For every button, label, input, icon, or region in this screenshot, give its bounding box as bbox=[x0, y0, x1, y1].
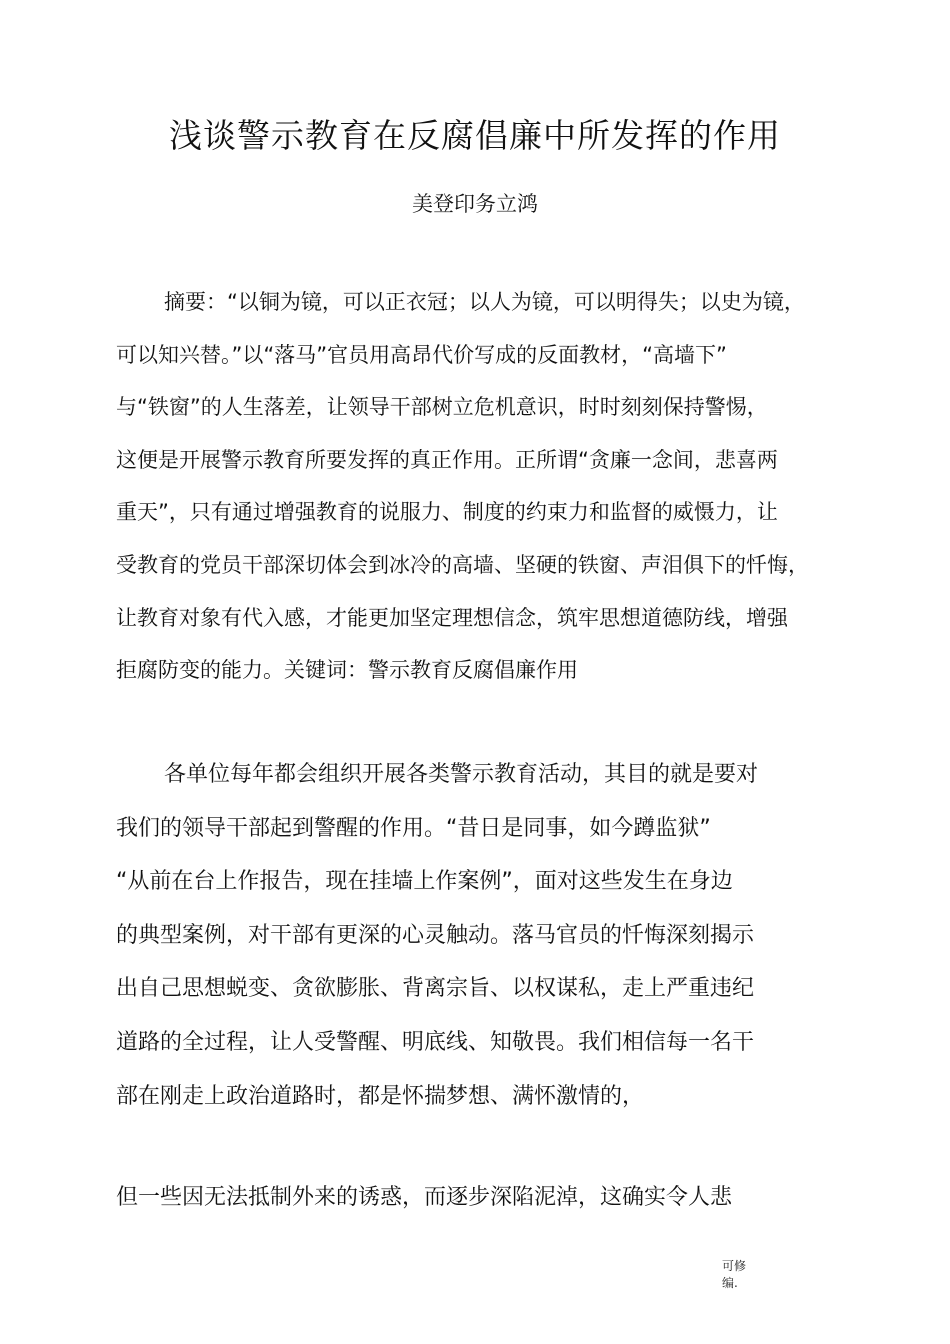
footer-line: 可修 bbox=[722, 1259, 747, 1273]
abstract-line: 摘要：“以铜为镜，可以正衣冠；以人为镜，可以明得失；以史为镜， bbox=[164, 290, 805, 314]
abstract-paragraph bbox=[116, 276, 836, 697]
abstract-line: 受教育的党员干部深切体会到冰冷的高墙、坚硬的铁窗、声泪俱下的忏悔， bbox=[116, 552, 809, 577]
abstract-line: 拒腐防变的能力。关键词：警示教育反腐倡廉作用 bbox=[116, 658, 578, 683]
abstract-line: 让教育对象有代入感，才能更加坚定理想信念，筑牢思想道德防线，增强 bbox=[116, 605, 788, 630]
footer-line: 编. bbox=[722, 1276, 738, 1290]
body-paragraph bbox=[116, 748, 836, 1123]
document-author: 美登印务立鸿 bbox=[412, 192, 538, 216]
body-line: 道路的全过程，让人受警醒、明底线、知敬畏。我们相信每一名干 bbox=[116, 1029, 755, 1055]
body-line: 的典型案例，对干部有更深的心灵触动。落马官员的忏悔深刻揭示 bbox=[116, 922, 755, 948]
body-line: 部在刚走上政治道路时，都是怀揣梦想、满怀激情的， bbox=[116, 1083, 645, 1109]
body-line: 各单位每年都会组织开展各类警示教育活动，其目的就是要对 bbox=[164, 762, 759, 787]
body-line: 我们的领导干部起到警醒的作用。“昔日是同事，如今蹲监狱” bbox=[116, 815, 711, 841]
body-paragraph-continued bbox=[116, 1172, 836, 1225]
body-line: “从前在台上作报告，现在挂墙上作案例”，面对这些发生在身边 bbox=[116, 869, 733, 895]
abstract-line: 与“铁窗”的人生落差，让领导干部树立危机意识，时时刻刻保持警惕， bbox=[116, 395, 768, 420]
abstract-line: 可以知兴替。”以“落马”官员用高昂代价写成的反面教材，“高墙下” bbox=[116, 342, 727, 367]
document-title: 浅谈警示教育在反腐倡廉中所发挥的作用 bbox=[169, 116, 781, 155]
body-line: 但一些因无法抵制外来的诱惑，而逐步深陷泥淖，这确实令人悲 bbox=[116, 1185, 733, 1210]
abstract-line: 这便是开展警示教育所要发挥的真正作用。正所谓“贪廉一念间，悲喜两 bbox=[116, 447, 778, 472]
page-footer-note bbox=[722, 1258, 762, 1292]
body-line: 出自己思想蜕变、贪欲膨胀、背离宗旨、以权谋私，走上严重违纪 bbox=[116, 976, 755, 1002]
abstract-line: 重天”，只有通过增强教育的说服力、制度的约束力和监督的威慑力，让 bbox=[116, 500, 778, 525]
